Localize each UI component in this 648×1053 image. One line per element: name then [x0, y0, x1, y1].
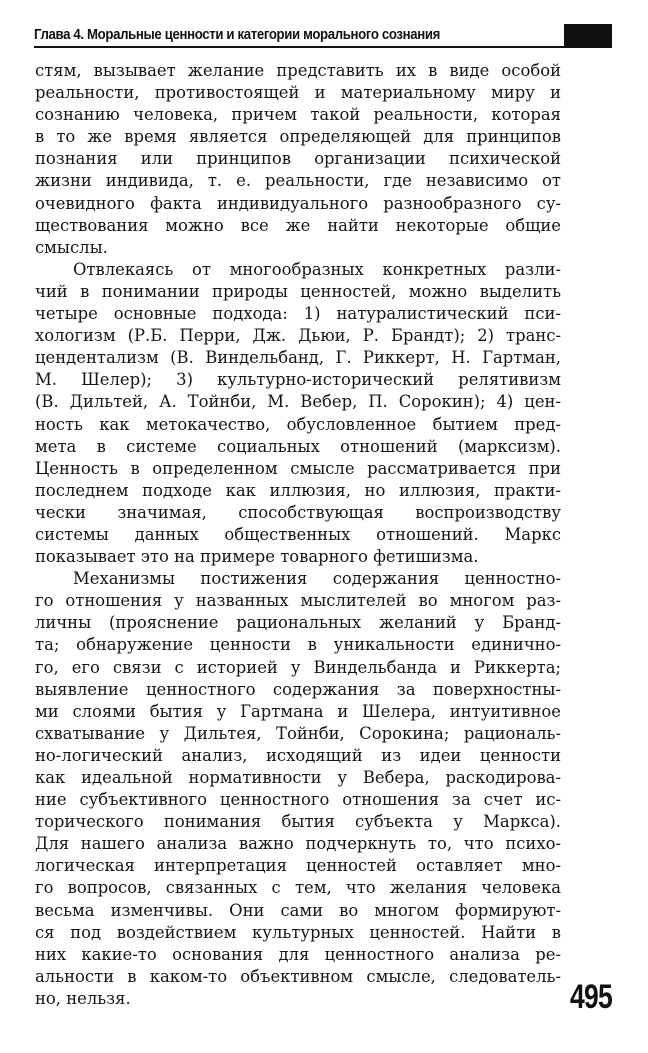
text-line: познания или принципов организации психической	[35, 149, 561, 169]
text-line: сознанию человека, причем такой реальности, которая	[35, 105, 561, 125]
text-line: схватывание у Дильтея, Тойнби, Сорокина; рациональ-	[35, 723, 561, 743]
text-line: системы данных общественных отношений. Маркс	[35, 524, 561, 544]
text-line: та; обнаружение ценности в уникальности единично-	[35, 635, 561, 655]
text-line: чий в понимании природы ценностей, можно выделить	[35, 281, 561, 301]
body-text	[35, 60, 561, 1010]
text-line: выявление ценностного содержания за поверхностны-	[35, 679, 561, 699]
text-line: хологизм (Р.Б. Перри, Дж. Дьюи, Р. Брандт); 2) транс-	[35, 326, 561, 346]
text-line: жизни индивида, т. е. реальности, где независимо от	[35, 171, 561, 191]
text-line: мета в системе социальных отношений (марксизм).	[35, 436, 561, 456]
text-line: но, нельзя.	[35, 988, 131, 1008]
text-line: весьма изменчивы. Они сами во многом формируют-	[35, 900, 561, 920]
chapter-title: Глава 4. Моральные ценности и категории морального сознания	[34, 26, 440, 43]
text-line: ми слоями бытия у Гартмана и Шелера, интуитивное	[35, 701, 561, 721]
text-line: торического понимания бытия субъекта у Маркса).	[35, 812, 561, 832]
text-line: альности в каком-то объективном смысле, следователь-	[35, 966, 561, 986]
text-line: го вопросов, связанных с тем, что желания человека	[35, 878, 561, 898]
paragraph	[35, 60, 561, 259]
running-header	[34, 24, 612, 48]
text-line: го отношения у названных мыслителей во многом раз-	[35, 591, 561, 611]
text-line: ся под воздействием культурных ценностей. Найти в	[35, 922, 561, 942]
text-line: ществования можно все же найти некоторые общие	[35, 215, 561, 235]
text-line: М. Шелер); 3) культурно-исторический релятивизм	[35, 370, 561, 390]
header-rule	[34, 46, 612, 48]
text-line: го, его связи с историей у Виндельбанда и Риккерта;	[35, 657, 561, 677]
text-line: последнем подходе как иллюзия, но иллюзия, практи-	[35, 480, 561, 500]
text-line: смыслы.	[35, 237, 108, 257]
text-line: личны (прояснение рациональных желаний у Бранд-	[35, 613, 561, 633]
text-line: показывает это на примере товарного фетишизма.	[35, 547, 479, 567]
text-line: цендентализм (В. Виндельбанд, Г. Риккерт, Н. Гартман,	[35, 348, 561, 368]
text-line: них какие-то основания для ценностного анализа ре-	[35, 944, 561, 964]
text-line: Механизмы постижения содержания ценностно-	[73, 569, 561, 589]
text-line: четыре основные подхода: 1) натуралистический пси-	[35, 304, 561, 324]
text-line: но-логический анализ, исходящий из идеи ценности	[35, 745, 561, 765]
text-line: (В. Дильтей, А. Тойнби, М. Вебер, П. Сорокин); 4) цен-	[35, 392, 561, 412]
text-line: в то же время является определяющей для принципов	[35, 127, 561, 147]
text-line: реальности, противостоящей и материальному миру и	[35, 83, 561, 103]
text-line: очевидного факта индивидуального разнообразного су-	[35, 193, 561, 213]
paragraph	[35, 568, 561, 1010]
header-black-tab	[564, 24, 612, 46]
text-line: ние субъективного ценностного отношения за счет ис-	[35, 790, 561, 810]
text-line: Ценность в определенном смысле рассматривается при	[35, 458, 561, 478]
text-line: как идеальной нормативности у Вебера, раскодирова-	[35, 768, 561, 787]
text-line: чески значимая, способствующая воспроизводству	[35, 502, 561, 522]
text-line: стям, вызывает желание представить их в виде особой	[35, 61, 561, 80]
page-number: 495	[570, 978, 612, 1016]
text-line: Для нашего анализа важно подчеркнуть то, что психо-	[35, 834, 561, 854]
text-line: логическая интерпретация ценностей оставляет мно-	[35, 856, 561, 876]
text-line: ность как метокачество, обусловленное бытием пред-	[35, 414, 561, 434]
text-line: Отвлекаясь от многообразных конкретных разли-	[73, 259, 561, 279]
paragraph	[35, 259, 561, 568]
